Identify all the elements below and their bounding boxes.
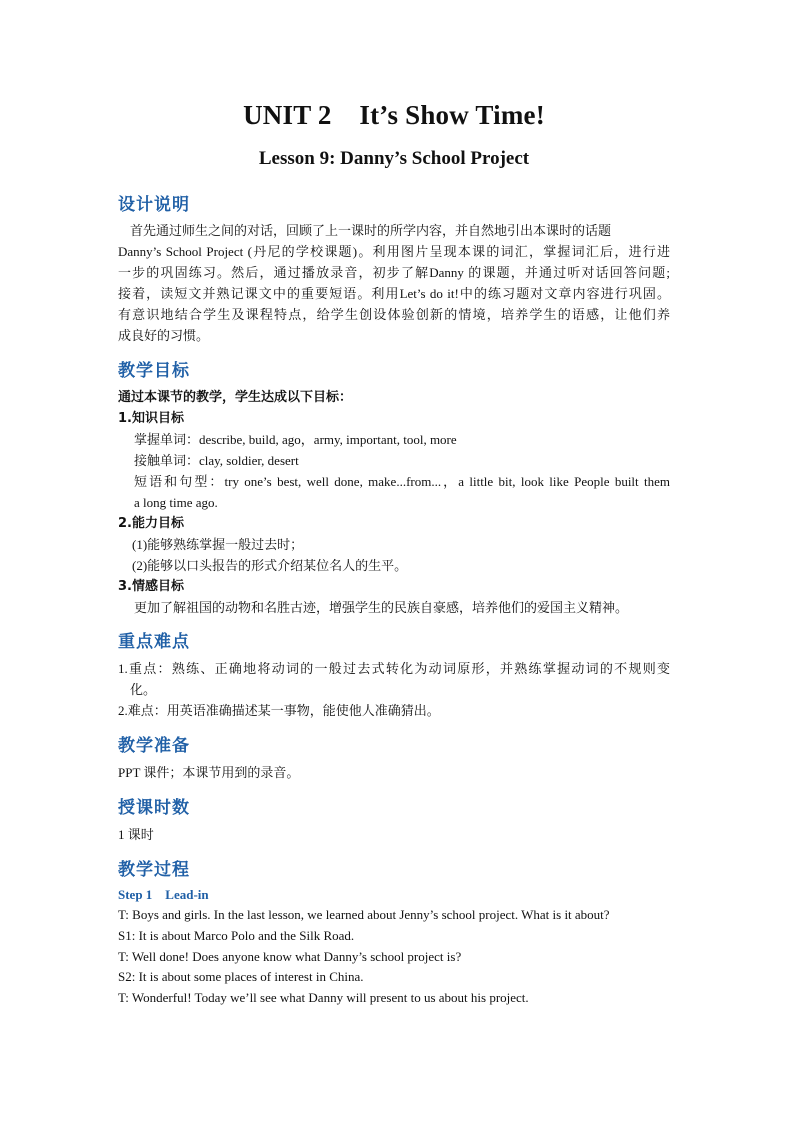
section-heading-prep: 教学准备 bbox=[118, 736, 190, 756]
ability-goal-label: 2.能力目标 bbox=[118, 516, 184, 531]
objectives-intro: 通过本课节的教学，学生达成以下目标： bbox=[118, 390, 353, 405]
section-heading-design: 设计说明 bbox=[118, 195, 190, 215]
keypoint-line-2: 2.难点：用英语准确描述某一事物，能使他人准确猜出。 bbox=[118, 703, 440, 718]
dialogue-line-4: S2: It is about some places of interest in China. bbox=[118, 969, 364, 984]
contact-words: 接触单词：clay, soldier, desert bbox=[134, 453, 299, 468]
lesson-subtitle: Lesson 9: Danny’s School Project bbox=[258, 148, 530, 169]
prep-text: PPT 课件；本课节用到的录音。 bbox=[118, 765, 300, 780]
dialogue-line-2: S1: It is about Marco Polo and the Silk Road. bbox=[118, 928, 355, 943]
hours-text: 1 课时 bbox=[118, 827, 154, 842]
dialogue-line-1: T: Boys and girls. In the last lesson, we learned about Jenny’s school project. What is it about? bbox=[118, 907, 610, 922]
design-line-1: 首先通过师生之间的对话，回顾了上一课时的所学内容，并自然地引出本课时的话题 bbox=[130, 223, 612, 238]
dialogue-line-5: T: Wonderful! Today we’ll see what Danny will present to us about his project. bbox=[118, 990, 529, 1005]
emotion-goal-text: 更加了解祖国的动物和名胜古迹，增强学生的民族自豪感，培养他们的爱国主义精神。 bbox=[134, 600, 629, 615]
dialogue-line-3: T: Well done! Does anyone know what Danny’s school project is? bbox=[118, 949, 462, 964]
ability-item-2: (2)能够以口头报告的形式介绍某位名人的生平。 bbox=[132, 558, 408, 573]
section-heading-objectives: 教学目标 bbox=[118, 361, 190, 381]
knowledge-goal-label: 1.知识目标 bbox=[118, 411, 184, 426]
emotion-goal-label: 3.情感目标 bbox=[118, 579, 184, 594]
design-line-2: Danny’s School Project (丹尼的学校课题)。利用图片呈现本课的词汇，掌握词汇后，进行进 bbox=[118, 244, 670, 259]
step-1-label: Step 1 Lead-in bbox=[118, 887, 209, 902]
design-line-3: 一步的巩固练习。然后，通过播放录音，初步了解Danny 的课题，并通过听对话回答问题; bbox=[118, 265, 670, 280]
phrases-line-2: a long time ago. bbox=[134, 495, 218, 510]
keypoint-line-1b: 化。 bbox=[130, 682, 157, 697]
section-heading-keypoints: 重点难点 bbox=[118, 632, 190, 652]
design-line-6: 成良好的习惯。 bbox=[118, 328, 210, 343]
unit-title: UNIT 2 It’s Show Time! bbox=[243, 100, 545, 130]
keypoint-line-1: 1.重点：熟练、正确地将动词的一般过去式转化为动词原形，并熟练掌握动词的不规则变 bbox=[118, 661, 670, 676]
master-words: 掌握单词：describe, build, ago，army, important, tool, more bbox=[134, 432, 457, 447]
section-heading-process: 教学过程 bbox=[118, 860, 190, 880]
design-line-5: 有意识地结合学生及课程特点，给学生创设体验创新的情境，培养学生的语感，让他们养 bbox=[118, 307, 670, 322]
ability-item-1: (1)能够熟练掌握一般过去时； bbox=[132, 537, 304, 552]
phrases-line-1: 短语和句型：try one’s best, well done, make...from...，a little bit, look like People built them bbox=[134, 474, 670, 489]
design-line-4: 接着，读短文并熟记课文中的重要短语。利用Let’s do it!中的练习题对文章内容进行巩固。 bbox=[118, 286, 670, 301]
section-heading-hours: 授课时数 bbox=[118, 798, 190, 818]
